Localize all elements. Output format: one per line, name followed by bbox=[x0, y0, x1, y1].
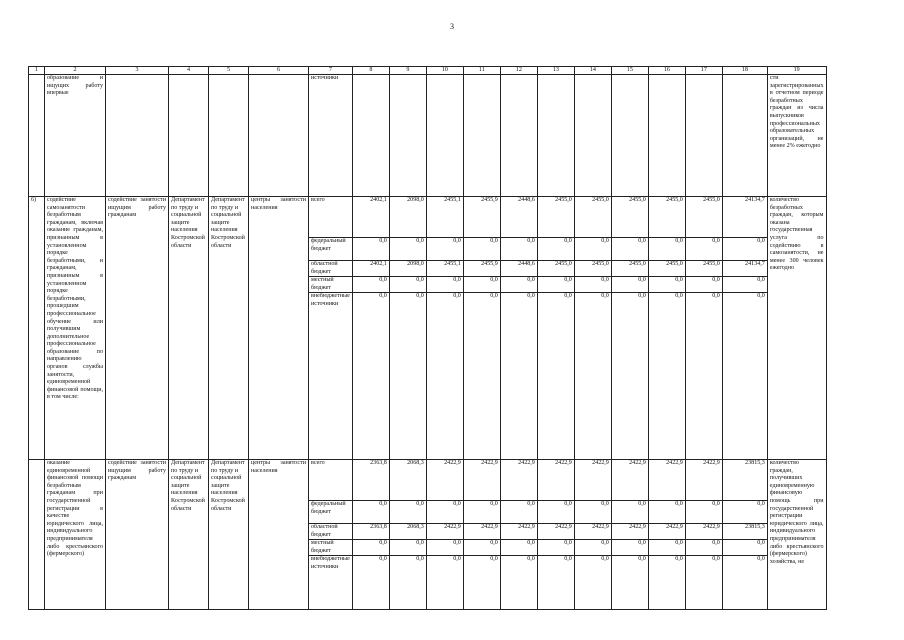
funding-value: 0,0 bbox=[686, 540, 722, 556]
page-number: 3 bbox=[450, 22, 454, 31]
funding-value: 0,0 bbox=[464, 540, 500, 556]
funding-value: 0,0 bbox=[390, 540, 426, 556]
funding-value: 0,0 bbox=[390, 277, 426, 293]
funding-value: 2455,1 bbox=[427, 197, 463, 238]
funding-value: 0,0 bbox=[527, 293, 535, 299]
value-cell bbox=[352, 460, 389, 610]
funding-value: 2068,3 bbox=[390, 524, 426, 540]
funding-value: 0,0 bbox=[353, 238, 389, 261]
funding-value: 2422,9 bbox=[501, 460, 537, 501]
funding-value: 0,0 bbox=[453, 293, 461, 299]
funding-value: 0,0 bbox=[427, 277, 463, 293]
funding-value: 24134,7 bbox=[723, 261, 767, 277]
funding-value: 23815,3 bbox=[723, 460, 767, 501]
funding-value: 2422,9 bbox=[612, 460, 648, 501]
value-cell bbox=[426, 197, 463, 460]
funding-value: 0,0 bbox=[612, 540, 648, 556]
value-cell bbox=[463, 197, 500, 460]
funding-value: 2422,9 bbox=[464, 460, 500, 501]
column-number-cell: 1 bbox=[29, 67, 45, 75]
funding-source-label: областной бюджет bbox=[309, 524, 352, 540]
row-number-cell: 6) bbox=[29, 197, 45, 460]
column-number-cell: 3 bbox=[106, 67, 169, 75]
funding-source-label: местный бюджет bbox=[309, 540, 352, 556]
funding-value: 2422,9 bbox=[686, 460, 722, 501]
funding-value: 0,0 bbox=[612, 238, 648, 261]
funding-value: 2455,9 bbox=[464, 197, 500, 238]
funding-value: 0,0 bbox=[501, 238, 537, 261]
funding-value: 0,0 bbox=[686, 501, 722, 524]
column-number-row bbox=[29, 67, 827, 75]
column-number-cell: 13 bbox=[537, 67, 574, 75]
funding-value: 2422,9 bbox=[686, 524, 722, 540]
column-number-cell: 17 bbox=[685, 67, 722, 75]
funding-value: 0,0 bbox=[649, 501, 685, 524]
cell bbox=[106, 75, 169, 197]
funding-value: 2448,6 bbox=[501, 197, 537, 238]
funding-value: 0,0 bbox=[686, 238, 722, 261]
funding-value: 2402,1 bbox=[353, 261, 389, 277]
column-number-cell: 9 bbox=[389, 67, 426, 75]
source-cell: источники bbox=[309, 75, 353, 197]
task-cell: содействие занятости ищущим работу гражданам bbox=[106, 460, 169, 610]
value-cell bbox=[611, 197, 648, 460]
funding-value: 2422,9 bbox=[464, 524, 500, 540]
column-number-cell: 5 bbox=[209, 67, 249, 75]
funding-value: 2422,9 bbox=[538, 460, 574, 501]
funding-value: 0,0 bbox=[723, 238, 767, 261]
funding-value: 0,0 bbox=[723, 501, 767, 524]
funding-value: 2422,9 bbox=[612, 524, 648, 540]
value-cell bbox=[500, 197, 537, 460]
cell bbox=[209, 75, 249, 197]
funding-value: 0,0 bbox=[427, 238, 463, 261]
value-cell bbox=[648, 460, 685, 610]
funding-value: 0,0 bbox=[464, 238, 500, 261]
value-cell bbox=[352, 197, 389, 460]
funding-value: 0,0 bbox=[538, 277, 574, 293]
activity-name-cell: оказание единовременной финансовой помощи безработным гражданам при государственной регистрации в качестве юридического лица, индивидуального предпринимателя либо крестьянского (фермерского) bbox=[45, 460, 106, 610]
funding-source-label: федеральный бюджет bbox=[309, 501, 352, 524]
funding-value: 0,0 bbox=[638, 556, 646, 562]
column-number-cell: 16 bbox=[648, 67, 685, 75]
executor-cell: Департамент по труду и социальной защите населения Костромской области bbox=[169, 460, 209, 610]
funding-value: 2068,3 bbox=[390, 460, 426, 501]
participant-cell: центры занятости населения bbox=[249, 197, 309, 460]
value-cell bbox=[648, 197, 685, 460]
source-cell bbox=[309, 197, 353, 460]
funding-source-label: внебюджетные источники bbox=[311, 293, 350, 307]
funding-value: 0,0 bbox=[353, 540, 389, 556]
funding-source-label: областной бюджет bbox=[309, 261, 352, 277]
funding-value: 2098,0 bbox=[390, 197, 426, 238]
column-number-cell: 2 bbox=[45, 67, 106, 75]
funding-value: 2363,8 bbox=[353, 524, 389, 540]
value-cell bbox=[463, 460, 500, 610]
funding-value: 2455,0 bbox=[686, 261, 722, 277]
funding-value: 2422,9 bbox=[575, 460, 611, 501]
funding-value: 0,0 bbox=[379, 556, 387, 562]
funding-value: 0,0 bbox=[686, 277, 722, 293]
funding-value: 0,0 bbox=[712, 293, 720, 299]
column-number-cell: 12 bbox=[500, 67, 537, 75]
table-row bbox=[29, 460, 827, 610]
column-number-cell: 8 bbox=[352, 67, 389, 75]
funding-value: 2455,0 bbox=[649, 197, 685, 238]
funding-value: 0,0 bbox=[564, 293, 572, 299]
funding-source-label: всего bbox=[309, 197, 352, 238]
funding-value: 0,0 bbox=[490, 293, 498, 299]
funding-value: 2455,9 bbox=[464, 261, 500, 277]
funding-value: 2455,0 bbox=[686, 197, 722, 238]
funding-value: 0,0 bbox=[501, 501, 537, 524]
program-table bbox=[28, 66, 827, 610]
funding-value: 2455,0 bbox=[575, 197, 611, 238]
row-number-cell bbox=[29, 75, 45, 197]
funding-value: 0,0 bbox=[353, 277, 389, 293]
funding-source-label: федеральный бюджет bbox=[309, 238, 352, 261]
funding-value: 0,0 bbox=[712, 556, 720, 562]
value-cell bbox=[685, 460, 722, 610]
funding-source-label: всего bbox=[309, 460, 352, 501]
funding-value: 0,0 bbox=[612, 277, 648, 293]
funding-value: 0,0 bbox=[464, 277, 500, 293]
column-number-cell: 18 bbox=[722, 67, 767, 75]
funding-value: 0,0 bbox=[649, 238, 685, 261]
funding-value: 2455,0 bbox=[612, 197, 648, 238]
funding-value: 2455,0 bbox=[538, 261, 574, 277]
coexecutor-cell: Департамент по труду и социальной защите населения Костромской области bbox=[209, 197, 249, 460]
funding-value: 2422,9 bbox=[575, 524, 611, 540]
value-cell bbox=[685, 197, 722, 460]
funding-value: 0,0 bbox=[538, 501, 574, 524]
column-number-cell: 11 bbox=[463, 67, 500, 75]
funding-value: 0,0 bbox=[575, 277, 611, 293]
funding-value: 2448,6 bbox=[501, 261, 537, 277]
funding-value: 0,0 bbox=[427, 540, 463, 556]
funding-value: 0,0 bbox=[538, 238, 574, 261]
funding-value: 2422,9 bbox=[427, 524, 463, 540]
column-number-cell: 19 bbox=[767, 67, 826, 75]
funding-value: 2455,0 bbox=[649, 261, 685, 277]
column-number-cell: 14 bbox=[574, 67, 611, 75]
value-cell bbox=[574, 197, 611, 460]
value-cell bbox=[537, 460, 574, 610]
table-row bbox=[29, 197, 827, 460]
funding-value: 0,0 bbox=[601, 556, 609, 562]
funding-value: 2422,9 bbox=[538, 524, 574, 540]
funding-value: 2422,9 bbox=[649, 524, 685, 540]
funding-value: 24134,7 bbox=[723, 197, 767, 238]
funding-value: 2098,0 bbox=[390, 261, 426, 277]
value-cell bbox=[722, 197, 767, 460]
row-number-cell bbox=[29, 460, 45, 610]
column-number-cell: 10 bbox=[426, 67, 463, 75]
funding-value: 0,0 bbox=[612, 501, 648, 524]
funding-value: 2455,0 bbox=[538, 197, 574, 238]
funding-value: 0,0 bbox=[416, 293, 424, 299]
funding-value: 0,0 bbox=[390, 238, 426, 261]
funding-source-label: внебюджетные источники bbox=[311, 556, 350, 570]
cell bbox=[249, 75, 309, 197]
funding-value: 2455,1 bbox=[427, 261, 463, 277]
column-number-cell: 7 bbox=[309, 67, 353, 75]
funding-value: 0,0 bbox=[379, 293, 387, 299]
value-cell bbox=[389, 197, 426, 460]
funding-value: 0,0 bbox=[649, 277, 685, 293]
funding-value: 0,0 bbox=[723, 277, 767, 293]
funding-value: 2422,9 bbox=[427, 460, 463, 501]
funding-source-label: местный бюджет bbox=[309, 277, 352, 293]
funding-value: 2422,9 bbox=[649, 460, 685, 501]
funding-value: 0,0 bbox=[427, 501, 463, 524]
table-row bbox=[29, 75, 827, 197]
funding-value: 2455,0 bbox=[612, 261, 648, 277]
funding-value: 2363,8 bbox=[353, 460, 389, 501]
value-cell bbox=[611, 460, 648, 610]
executor-cell: Департамент по труду и социальной защите населения Костромской области bbox=[169, 197, 209, 460]
coexecutor-cell: Департамент по труду и социальной защите населения Костромской области bbox=[209, 460, 249, 610]
funding-value: 0,0 bbox=[649, 540, 685, 556]
value-cell bbox=[389, 460, 426, 610]
value-cell bbox=[574, 460, 611, 610]
funding-value: 0,0 bbox=[601, 293, 609, 299]
funding-value: 0,0 bbox=[416, 556, 424, 562]
cell bbox=[169, 75, 209, 197]
funding-value: 0,0 bbox=[638, 293, 646, 299]
column-number-cell: 4 bbox=[169, 67, 209, 75]
value-cell bbox=[722, 460, 767, 610]
column-number-cell: 6 bbox=[249, 67, 309, 75]
funding-value: 0,0 bbox=[538, 540, 574, 556]
funding-value: 0,0 bbox=[675, 293, 683, 299]
funding-value: 23815,3 bbox=[723, 524, 767, 540]
funding-value: 0,0 bbox=[464, 501, 500, 524]
funding-value: 0,0 bbox=[575, 238, 611, 261]
funding-value: 0,0 bbox=[575, 540, 611, 556]
funding-value: 0,0 bbox=[501, 277, 537, 293]
funding-value: 0,0 bbox=[675, 556, 683, 562]
funding-value: 0,0 bbox=[353, 501, 389, 524]
activity-name-cell: содействие самозанятости безработным гражданам, включая оказание гражданам, признанным в установленном порядке безработными, и гражданам, признанным в установленном порядке безработными, прошедшим профессиональное обучение или получившим дополнительное профессиональное образование по направлению органов службы занятости, единовременной финансовой помощи, в том числе: bbox=[45, 197, 106, 460]
value-cell bbox=[500, 460, 537, 610]
funding-value: 0,0 bbox=[527, 556, 535, 562]
funding-value: 2422,9 bbox=[501, 524, 537, 540]
activity-name-cell: образование и ищущих работу впервые bbox=[45, 75, 106, 197]
value-cell bbox=[426, 460, 463, 610]
funding-value: 0,0 bbox=[501, 540, 537, 556]
funding-value: 2455,0 bbox=[575, 261, 611, 277]
source-cell bbox=[309, 460, 353, 610]
funding-value: 0,0 bbox=[575, 501, 611, 524]
funding-value: 0,0 bbox=[723, 540, 767, 556]
funding-value: 0,0 bbox=[453, 556, 461, 562]
funding-value: 0,0 bbox=[490, 556, 498, 562]
participant-cell: центры занятости населения bbox=[249, 460, 309, 610]
task-cell: содействие занятости ищущим работу гражданам bbox=[106, 197, 169, 460]
funding-value: 0,0 bbox=[564, 556, 572, 562]
funding-value: 0,0 bbox=[390, 501, 426, 524]
funding-value: 0,0 bbox=[757, 556, 765, 562]
indicator-cell: сти зарегистрированных в отчетном периоде безработных граждан из числа выпускников профессиональных образовательных организаций, не менее 2% ежегодно bbox=[767, 75, 826, 197]
column-number-cell: 15 bbox=[611, 67, 648, 75]
value-cell bbox=[537, 197, 574, 460]
indicator-cell: количество граждан, получивших единовременную финансовую помощь при государственной регистрации юридического лица, индивидуального предпринимателя либо крестьянского (фермерского) хозяйства, не bbox=[767, 460, 826, 610]
funding-value: 0,0 bbox=[757, 293, 765, 299]
indicator-cell: количество безработных граждан, которым оказана государственная услуга по содействию в самозанятости, не менее 300 человек ежегодно bbox=[767, 197, 826, 460]
funding-value: 2402,1 bbox=[353, 197, 389, 238]
